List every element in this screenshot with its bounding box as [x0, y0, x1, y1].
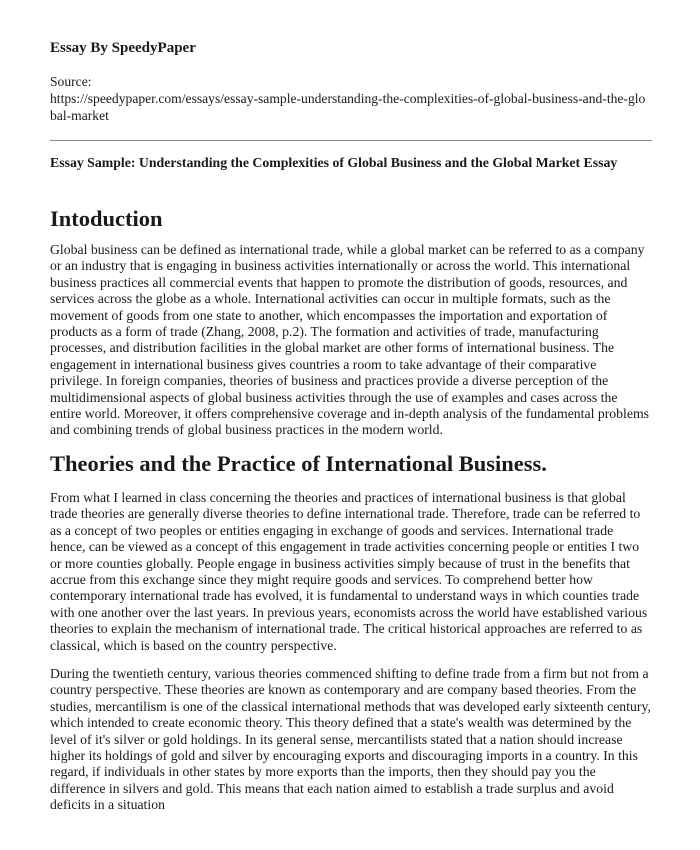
paragraph: Global business can be defined as international trade, while a global market can be referred to as a company or an industry that is engaging in business activities internationally or across the world. This international business practices all commercial events that happen to promote the distribution of goods, resources, and services across the globe as a whole. International activities can occur in multiple formats, such as the movement of goods from one state to another, which encompasses the importation and exportation of products as a form of trade (Zhang, 2008, p.2). The formation and activities of trade, manufacturing processes, and distribution facilities in the global market are other forms of international business. The engagement in international business gives countries a room to take advantage of their comparative privilege. In foreign companies, theories of business and practices provide a diverse perception of the multidimensional aspects of global business activities through the use of examples and cases across the entire world. Moreover, it offers comprehensive coverage and in-depth analysis of the fundamental problems and combining trends of global business practices in the modern world. [50, 242, 650, 438]
divider [50, 140, 652, 141]
source-label: Source: [50, 74, 92, 89]
essay-title: Essay Sample: Understanding the Complexities of Global Business and the Global Market Essay [50, 155, 618, 170]
section-heading-theories: Theories and the Practice of International Business. [50, 450, 547, 476]
paragraph: From what I learned in class concerning the theories and practices of international business is that global trade theories are generally diverse theories to define international trade. Therefore, trade can be referred to as a concept of two peoples or entities engaging in exchange of goods and services. International trade hence, can be viewed as a concept of this engagement in trade activities concerning people or entities I two or more counties globally. People engage in business activities simply because of trust in the benefits that accrue from this exchange since they might require goods and services. To comprehend better how contemporary international trade has evolved, it is fundamental to understand ways in which counties trade with one another over the last years. In previous years, economists across the world have established various theories to explain the mechanism of international trade. The critical historical approaches are referred to as classical, which is based on the country perspective. [50, 489, 648, 653]
source-block [50, 73, 652, 124]
section-heading-introduction: Intoduction [50, 206, 163, 231]
document-page [50, 38, 652, 826]
document-header-title: Essay By SpeedyPaper [50, 40, 196, 56]
paragraph: During the twentieth century, various theories commenced shifting to define trade from a firm but not from a country perspective. These theories are known as contemporary and are company based theories. From the studies, mercantilism is one of the classical international methods that was developed early sixteenth century, which intended to create economic theory. This theory defined that a state's wealth was determined by the level of it's silver or gold holdings. In its general sense, mercantilists stated that a nation should increase higher its holdings of gold and silver by encouraging exports and discouraging imports in a country. In this regard, if individuals in other states by more exports than the imports, then they should pay you the difference in silvers and gold. This means that each nation aimed to establish a trade surplus and avoid deficits in a situation [50, 665, 651, 813]
source-url: https://speedypaper.com/essays/essay-sample-understanding-the-complexities-of-global-business-and-the-global-market [50, 91, 646, 123]
